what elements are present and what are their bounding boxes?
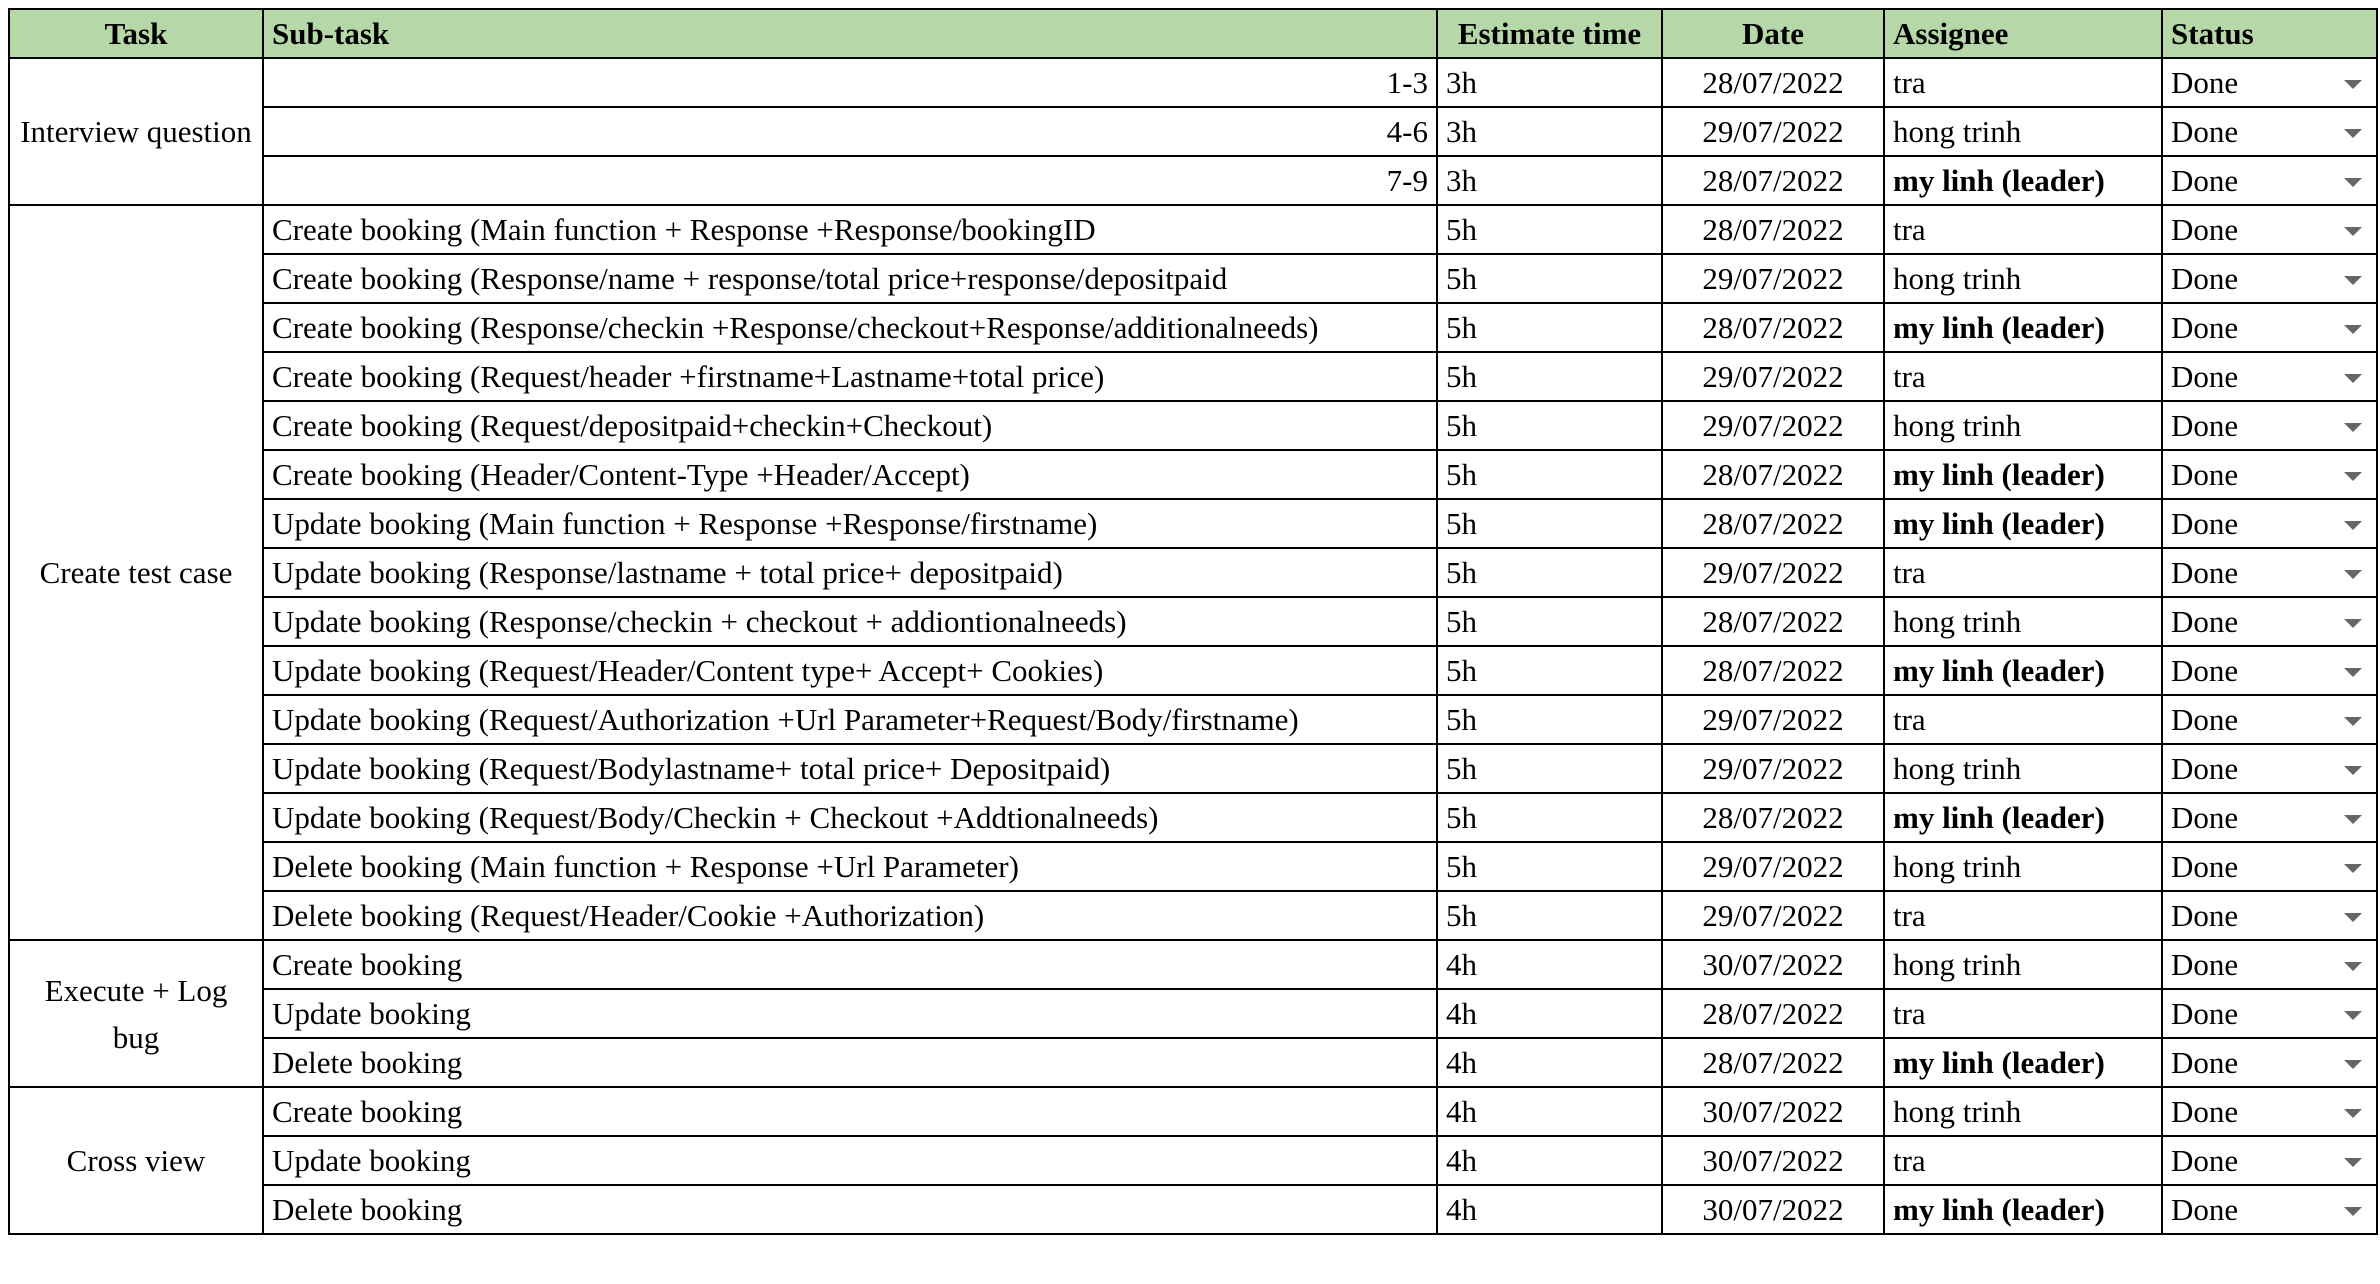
table-row <box>9 1087 2377 1136</box>
table-row <box>9 646 2377 695</box>
subtask-cell[interactable]: Delete booking <box>263 1038 1437 1087</box>
table-row <box>9 450 2377 499</box>
dropdown-caret-icon[interactable] <box>2344 1011 2362 1020</box>
status-dropdown[interactable] <box>2162 744 2377 793</box>
task-cell[interactable]: Execute + Log bug <box>9 940 263 1087</box>
estimate-cell[interactable]: 5h <box>1437 352 1662 401</box>
header-task[interactable]: Task <box>9 9 263 58</box>
date-cell[interactable]: 30/07/2022 <box>1662 1185 1884 1234</box>
subtask-cell[interactable]: 4-6 <box>263 107 1437 156</box>
dropdown-caret-icon[interactable] <box>2344 1158 2362 1167</box>
dropdown-caret-icon[interactable] <box>2344 276 2362 285</box>
subtask-cell[interactable]: Update booking <box>263 989 1437 1038</box>
table-row <box>9 1136 2377 1185</box>
status-value: Done <box>2171 653 2239 688</box>
assignee-cell[interactable]: hong trinh <box>1884 744 2162 793</box>
table-row <box>9 499 2377 548</box>
header-subtask[interactable]: Sub-task <box>263 9 1437 58</box>
status-dropdown[interactable] <box>2162 107 2377 156</box>
date-cell[interactable]: 28/07/2022 <box>1662 793 1884 842</box>
status-value: Done <box>2171 751 2239 786</box>
assignee-cell[interactable]: tra <box>1884 1136 2162 1185</box>
status-dropdown[interactable] <box>2162 597 2377 646</box>
table-row <box>9 205 2377 254</box>
table-row <box>9 156 2377 205</box>
date-cell[interactable]: 30/07/2022 <box>1662 1136 1884 1185</box>
date-cell[interactable]: 28/07/2022 <box>1662 499 1884 548</box>
subtask-cell[interactable]: Update booking (Response/checkin + checkout + addiontionalneeds) <box>263 597 1437 646</box>
status-dropdown[interactable] <box>2162 646 2377 695</box>
status-dropdown[interactable] <box>2162 352 2377 401</box>
assignee-cell[interactable]: my linh (leader) <box>1884 1185 2162 1234</box>
estimate-cell[interactable]: 5h <box>1437 695 1662 744</box>
estimate-cell[interactable]: 5h <box>1437 499 1662 548</box>
assignee-cell[interactable]: my linh (leader) <box>1884 303 2162 352</box>
dropdown-caret-icon[interactable] <box>2344 80 2362 89</box>
estimate-cell[interactable]: 3h <box>1437 58 1662 107</box>
estimate-cell[interactable]: 5h <box>1437 205 1662 254</box>
subtask-cell[interactable]: Create booking (Request/depositpaid+checkin+Checkout) <box>263 401 1437 450</box>
dropdown-caret-icon[interactable] <box>2344 129 2362 138</box>
assignee-cell[interactable]: tra <box>1884 989 2162 1038</box>
task-cell[interactable]: Cross view <box>9 1087 263 1234</box>
dropdown-caret-icon[interactable] <box>2344 619 2362 628</box>
estimate-cell[interactable]: 5h <box>1437 891 1662 940</box>
table-row <box>9 695 2377 744</box>
table-row <box>9 793 2377 842</box>
status-dropdown[interactable] <box>2162 254 2377 303</box>
status-value: Done <box>2171 163 2239 198</box>
status-dropdown[interactable] <box>2162 303 2377 352</box>
status-dropdown[interactable] <box>2162 1136 2377 1185</box>
subtask-cell[interactable]: Update booking (Request/Header/Content type+ Accept+ Cookies) <box>263 646 1437 695</box>
task-cell[interactable]: Interview question <box>9 58 263 205</box>
subtask-cell[interactable]: Update booking (Request/Authorization +Url Parameter+Request/Body/firstname) <box>263 695 1437 744</box>
assignee-cell[interactable]: my linh (leader) <box>1884 499 2162 548</box>
status-value: Done <box>2171 212 2239 247</box>
assignee-cell[interactable]: my linh (leader) <box>1884 1038 2162 1087</box>
subtask-cell[interactable]: Delete booking (Main function + Response +Url Parameter) <box>263 842 1437 891</box>
date-cell[interactable]: 29/07/2022 <box>1662 107 1884 156</box>
estimate-cell[interactable]: 5h <box>1437 793 1662 842</box>
subtask-cell[interactable]: Create booking <box>263 940 1437 989</box>
dropdown-caret-icon[interactable] <box>2344 1109 2362 1118</box>
estimate-cell[interactable]: 4h <box>1437 1038 1662 1087</box>
dropdown-caret-icon[interactable] <box>2344 864 2362 873</box>
dropdown-caret-icon[interactable] <box>2344 178 2362 187</box>
date-cell[interactable]: 29/07/2022 <box>1662 695 1884 744</box>
estimate-cell[interactable]: 5h <box>1437 597 1662 646</box>
assignee-cell[interactable]: tra <box>1884 548 2162 597</box>
subtask-cell[interactable]: 1-3 <box>263 58 1437 107</box>
status-dropdown[interactable] <box>2162 1185 2377 1234</box>
task-cell[interactable]: Create test case <box>9 205 263 940</box>
estimate-cell[interactable]: 5h <box>1437 548 1662 597</box>
status-dropdown[interactable] <box>2162 401 2377 450</box>
status-value: Done <box>2171 114 2239 149</box>
status-value: Done <box>2171 457 2239 492</box>
subtask-cell[interactable]: Update booking (Main function + Response +Response/firstname) <box>263 499 1437 548</box>
assignee-cell[interactable]: hong trinh <box>1884 1087 2162 1136</box>
table-row <box>9 107 2377 156</box>
dropdown-caret-icon[interactable] <box>2344 227 2362 236</box>
date-cell[interactable]: 29/07/2022 <box>1662 842 1884 891</box>
assignee-cell[interactable]: my linh (leader) <box>1884 156 2162 205</box>
status-value: Done <box>2171 1094 2239 1129</box>
header-status[interactable]: Status <box>2162 9 2377 58</box>
date-cell[interactable]: 29/07/2022 <box>1662 744 1884 793</box>
status-dropdown[interactable] <box>2162 940 2377 989</box>
table-row <box>9 842 2377 891</box>
estimate-cell[interactable]: 5h <box>1437 401 1662 450</box>
table-row <box>9 1185 2377 1234</box>
subtask-cell[interactable]: Update booking (Response/lastname + total price+ depositpaid) <box>263 548 1437 597</box>
dropdown-caret-icon[interactable] <box>2344 1060 2362 1069</box>
subtask-cell[interactable]: Update booking (Request/Bodylastname+ total price+ Depositpaid) <box>263 744 1437 793</box>
status-value: Done <box>2171 261 2239 296</box>
subtask-cell[interactable]: Update booking <box>263 1136 1437 1185</box>
table-row <box>9 744 2377 793</box>
status-dropdown[interactable] <box>2162 1038 2377 1087</box>
status-dropdown[interactable] <box>2162 1087 2377 1136</box>
table-row <box>9 548 2377 597</box>
assignee-cell[interactable]: tra <box>1884 891 2162 940</box>
subtask-cell[interactable]: Create booking (Response/name + response/total price+response/depositpaid <box>263 254 1437 303</box>
status-dropdown[interactable] <box>2162 450 2377 499</box>
status-value: Done <box>2171 1143 2239 1178</box>
subtask-cell[interactable]: Create booking (Response/checkin +Response/checkout+Response/additionalneeds) <box>263 303 1437 352</box>
estimate-cell[interactable]: 5h <box>1437 303 1662 352</box>
estimate-cell[interactable]: 4h <box>1437 1136 1662 1185</box>
date-cell[interactable]: 29/07/2022 <box>1662 401 1884 450</box>
status-value: Done <box>2171 947 2239 982</box>
assignee-cell[interactable]: hong trinh <box>1884 254 2162 303</box>
estimate-cell[interactable]: 5h <box>1437 646 1662 695</box>
date-cell[interactable]: 29/07/2022 <box>1662 254 1884 303</box>
date-cell[interactable]: 28/07/2022 <box>1662 58 1884 107</box>
assignee-cell[interactable]: hong trinh <box>1884 842 2162 891</box>
subtask-cell[interactable]: Delete booking (Request/Header/Cookie +Authorization) <box>263 891 1437 940</box>
dropdown-caret-icon[interactable] <box>2344 668 2362 677</box>
date-cell[interactable]: 29/07/2022 <box>1662 352 1884 401</box>
dropdown-caret-icon[interactable] <box>2344 423 2362 432</box>
subtask-cell[interactable]: Create booking (Main function + Response +Response/bookingID <box>263 205 1437 254</box>
assignee-cell[interactable]: hong trinh <box>1884 401 2162 450</box>
status-value: Done <box>2171 408 2239 443</box>
estimate-cell[interactable]: 5h <box>1437 842 1662 891</box>
status-value: Done <box>2171 1192 2239 1227</box>
table-row <box>9 352 2377 401</box>
status-value: Done <box>2171 555 2239 590</box>
assignee-cell[interactable]: my linh (leader) <box>1884 450 2162 499</box>
table-row <box>9 891 2377 940</box>
table-row <box>9 58 2377 107</box>
status-value: Done <box>2171 359 2239 394</box>
dropdown-caret-icon[interactable] <box>2344 325 2362 334</box>
assignee-cell[interactable]: hong trinh <box>1884 597 2162 646</box>
date-cell[interactable]: 28/07/2022 <box>1662 303 1884 352</box>
subtask-cell[interactable]: Delete booking <box>263 1185 1437 1234</box>
subtask-cell[interactable]: Create booking <box>263 1087 1437 1136</box>
date-cell[interactable]: 28/07/2022 <box>1662 156 1884 205</box>
subtask-cell[interactable]: Update booking (Request/Body/Checkin + Checkout +Addtionalneeds) <box>263 793 1437 842</box>
status-value: Done <box>2171 604 2239 639</box>
status-value: Done <box>2171 800 2239 835</box>
header-row <box>9 9 2377 58</box>
estimate-cell[interactable]: 4h <box>1437 940 1662 989</box>
status-dropdown[interactable] <box>2162 548 2377 597</box>
header-estimate[interactable]: Estimate time <box>1437 9 1662 58</box>
status-dropdown[interactable] <box>2162 842 2377 891</box>
dropdown-caret-icon[interactable] <box>2344 913 2362 922</box>
table-row <box>9 597 2377 646</box>
date-cell[interactable]: 28/07/2022 <box>1662 646 1884 695</box>
status-dropdown[interactable] <box>2162 58 2377 107</box>
assignee-cell[interactable]: tra <box>1884 205 2162 254</box>
header-assignee[interactable]: Assignee <box>1884 9 2162 58</box>
dropdown-caret-icon[interactable] <box>2344 717 2362 726</box>
assignee-cell[interactable]: tra <box>1884 695 2162 744</box>
spreadsheet <box>8 8 2378 1235</box>
table-row <box>9 989 2377 1038</box>
status-value: Done <box>2171 702 2239 737</box>
status-dropdown[interactable] <box>2162 499 2377 548</box>
assignee-cell[interactable]: tra <box>1884 58 2162 107</box>
estimate-cell[interactable]: 4h <box>1437 989 1662 1038</box>
estimate-cell[interactable]: 4h <box>1437 1185 1662 1234</box>
header-date[interactable]: Date <box>1662 9 1884 58</box>
date-cell[interactable]: 28/07/2022 <box>1662 989 1884 1038</box>
estimate-cell[interactable]: 3h <box>1437 107 1662 156</box>
date-cell[interactable]: 30/07/2022 <box>1662 1087 1884 1136</box>
dropdown-caret-icon[interactable] <box>2344 962 2362 971</box>
dropdown-caret-icon[interactable] <box>2344 1207 2362 1216</box>
estimate-cell[interactable]: 5h <box>1437 744 1662 793</box>
status-value: Done <box>2171 898 2239 933</box>
date-cell[interactable]: 28/07/2022 <box>1662 205 1884 254</box>
status-dropdown[interactable] <box>2162 891 2377 940</box>
status-value: Done <box>2171 849 2239 884</box>
table-body <box>9 58 2377 1234</box>
status-dropdown[interactable] <box>2162 793 2377 842</box>
status-dropdown[interactable] <box>2162 205 2377 254</box>
status-value: Done <box>2171 65 2239 100</box>
task-table <box>8 8 2378 1235</box>
dropdown-caret-icon[interactable] <box>2344 766 2362 775</box>
dropdown-caret-icon[interactable] <box>2344 374 2362 383</box>
table-row <box>9 401 2377 450</box>
assignee-cell[interactable]: my linh (leader) <box>1884 646 2162 695</box>
dropdown-caret-icon[interactable] <box>2344 570 2362 579</box>
assignee-cell[interactable]: hong trinh <box>1884 107 2162 156</box>
assignee-cell[interactable]: hong trinh <box>1884 940 2162 989</box>
table-row <box>9 303 2377 352</box>
date-cell[interactable]: 29/07/2022 <box>1662 891 1884 940</box>
assignee-cell[interactable]: my linh (leader) <box>1884 793 2162 842</box>
dropdown-caret-icon[interactable] <box>2344 815 2362 824</box>
status-dropdown[interactable] <box>2162 156 2377 205</box>
status-value: Done <box>2171 506 2239 541</box>
table-row <box>9 254 2377 303</box>
subtask-cell[interactable]: Create booking (Header/Content-Type +Header/Accept) <box>263 450 1437 499</box>
estimate-cell[interactable]: 4h <box>1437 1087 1662 1136</box>
date-cell[interactable]: 28/07/2022 <box>1662 597 1884 646</box>
estimate-cell[interactable]: 5h <box>1437 254 1662 303</box>
date-cell[interactable]: 28/07/2022 <box>1662 450 1884 499</box>
status-dropdown[interactable] <box>2162 989 2377 1038</box>
date-cell[interactable]: 28/07/2022 <box>1662 1038 1884 1087</box>
table-row <box>9 1038 2377 1087</box>
table-row <box>9 940 2377 989</box>
status-value: Done <box>2171 1045 2239 1080</box>
subtask-cell[interactable]: Create booking (Request/header +firstname+Lastname+total price) <box>263 352 1437 401</box>
date-cell[interactable]: 29/07/2022 <box>1662 548 1884 597</box>
subtask-cell[interactable]: 7-9 <box>263 156 1437 205</box>
status-dropdown[interactable] <box>2162 695 2377 744</box>
assignee-cell[interactable]: tra <box>1884 352 2162 401</box>
status-value: Done <box>2171 310 2239 345</box>
dropdown-caret-icon[interactable] <box>2344 521 2362 530</box>
dropdown-caret-icon[interactable] <box>2344 472 2362 481</box>
estimate-cell[interactable]: 5h <box>1437 450 1662 499</box>
date-cell[interactable]: 30/07/2022 <box>1662 940 1884 989</box>
status-value: Done <box>2171 996 2239 1031</box>
estimate-cell[interactable]: 3h <box>1437 156 1662 205</box>
